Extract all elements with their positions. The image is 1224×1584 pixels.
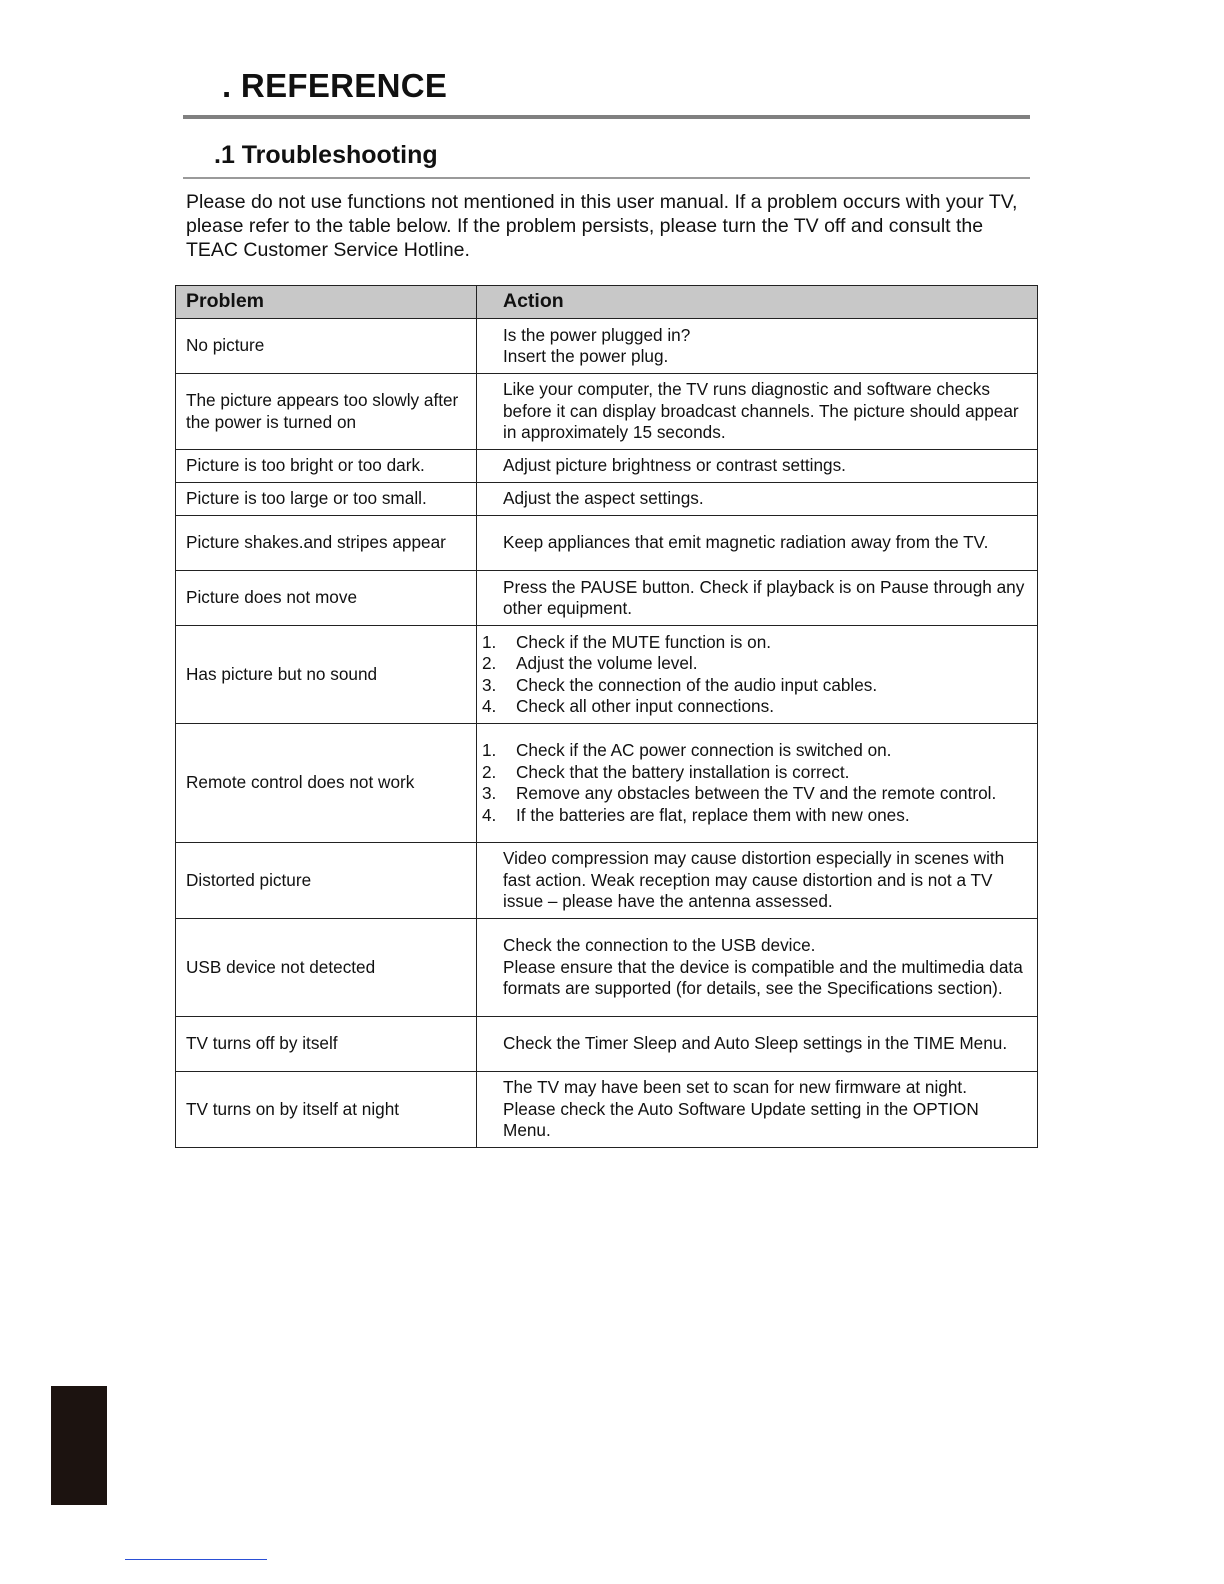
list-item (477, 762, 1029, 784)
step-text: Check if the AC power connection is switched on. (516, 740, 892, 760)
action-line: Check the Timer Sleep and Auto Sleep settings in the TIME Menu. (503, 1033, 1008, 1054)
action-line: Keep appliances that emit magnetic radiation away from the TV. (503, 532, 989, 553)
problem-cell: Distorted picture (176, 843, 477, 919)
problem-cell: USB device not detected (176, 919, 477, 1017)
action-line: Adjust the aspect settings. (503, 488, 704, 509)
step-number: 4. (482, 696, 497, 716)
list-item (477, 740, 1029, 762)
action-line: The TV may have been set to scan for new firmware at night. (503, 1077, 967, 1098)
problem-cell: The picture appears too slowly after the power is turned on (176, 374, 477, 450)
step-number: 1. (482, 740, 497, 760)
intro-paragraph: Please do not use functions not mentioned in this user manual. If a problem occurs with your TV, please refer to the table below. If the problem persists, please turn the TV off and consult the TEAC Customer Service Hotline. (186, 191, 1018, 261)
list-item (477, 653, 1029, 675)
list-item (477, 675, 1029, 697)
action-line: Is the power plugged in? (503, 324, 691, 345)
table-row (176, 1072, 1038, 1148)
table-row (176, 626, 1038, 724)
step-number: 3. (482, 674, 497, 695)
action-line: Check the connection to the USB device. (503, 935, 816, 956)
problem-cell: Picture is too bright or too dark. (176, 450, 477, 483)
step-number: 2. (482, 653, 497, 673)
table-row (176, 843, 1038, 919)
action-steps-list (477, 740, 1029, 826)
action-cell (477, 516, 1038, 571)
table-row (176, 919, 1038, 1017)
action-line: Like your computer, the TV runs diagnostic and software checks before it can display broadcast channels. The picture should appear in approximately 15 seconds. (503, 379, 1019, 443)
table-row (176, 374, 1038, 450)
step-text: Check that the battery installation is correct. (516, 761, 850, 782)
step-text: Remove any obstacles between the TV and the remote control. (516, 783, 997, 803)
table-row (176, 724, 1038, 843)
step-number: 2. (482, 761, 497, 782)
action-cell (477, 374, 1038, 450)
page-edge-tab (51, 1386, 107, 1505)
action-cell (477, 724, 1038, 843)
list-item (477, 696, 1029, 718)
footer-underline (125, 1559, 267, 1560)
action-cell (477, 450, 1038, 483)
action-steps-list (477, 632, 1029, 718)
step-text: Check all other input connections. (516, 696, 774, 716)
action-cell (477, 319, 1038, 374)
chapter-title: . REFERENCE (222, 67, 448, 104)
section-title: .1 Troubleshooting (214, 141, 438, 169)
list-item (477, 632, 1029, 654)
action-cell (477, 1017, 1038, 1072)
action-cell (477, 626, 1038, 724)
action-cell (477, 1072, 1038, 1148)
table-row (176, 319, 1038, 374)
table-row (176, 483, 1038, 516)
section-divider (183, 177, 1030, 179)
problem-cell: TV turns on by itself at night (176, 1072, 477, 1148)
action-line: Please check the Auto Software Update setting in the OPTION Menu. (503, 1098, 979, 1141)
table-header-row (176, 286, 1038, 319)
action-column-header: Action (477, 286, 1038, 319)
troubleshooting-table (175, 285, 1038, 1148)
problem-cell: Remote control does not work (176, 724, 477, 843)
action-line: Video compression may cause distortion especially in scenes with fast action. Weak reception may cause distortion and is not a TV issue – please have the antenna assessed. (503, 848, 1005, 912)
table-row (176, 571, 1038, 626)
problem-cell: Picture does not move (176, 571, 477, 626)
action-cell (477, 571, 1038, 626)
step-number: 3. (482, 783, 497, 803)
action-line: Press the PAUSE button. Check if playback is on Pause through any other equipment. (503, 576, 1025, 618)
table-row (176, 1017, 1038, 1072)
list-item (477, 783, 1029, 805)
problem-cell: Picture shakes.and stripes appear (176, 516, 477, 571)
action-line: Insert the power plug. (503, 346, 669, 366)
step-number: 4. (482, 804, 497, 825)
list-item (477, 805, 1029, 827)
chapter-divider (183, 115, 1030, 119)
action-cell (477, 483, 1038, 516)
step-text: Adjust the volume level. (516, 653, 698, 673)
action-cell (477, 843, 1038, 919)
step-text: Check the connection of the audio input cables. (516, 674, 878, 695)
step-text: Check if the MUTE function is on. (516, 631, 772, 652)
table-row (176, 516, 1038, 571)
action-cell (477, 919, 1038, 1017)
problem-cell: No picture (176, 319, 477, 374)
action-line: Adjust picture brightness or contrast settings. (503, 455, 846, 476)
problem-cell: Picture is too large or too small. (176, 483, 477, 516)
problem-cell: TV turns off by itself (176, 1017, 477, 1072)
action-line: Please ensure that the device is compatible and the multimedia data formats are supported (for details, see the Specifications section). (503, 956, 1023, 999)
problem-column-header: Problem (176, 286, 477, 319)
table-row (176, 450, 1038, 483)
problem-cell: Has picture but no sound (176, 626, 477, 724)
step-number: 1. (482, 631, 497, 652)
step-text: If the batteries are flat, replace them with new ones. (516, 804, 910, 825)
